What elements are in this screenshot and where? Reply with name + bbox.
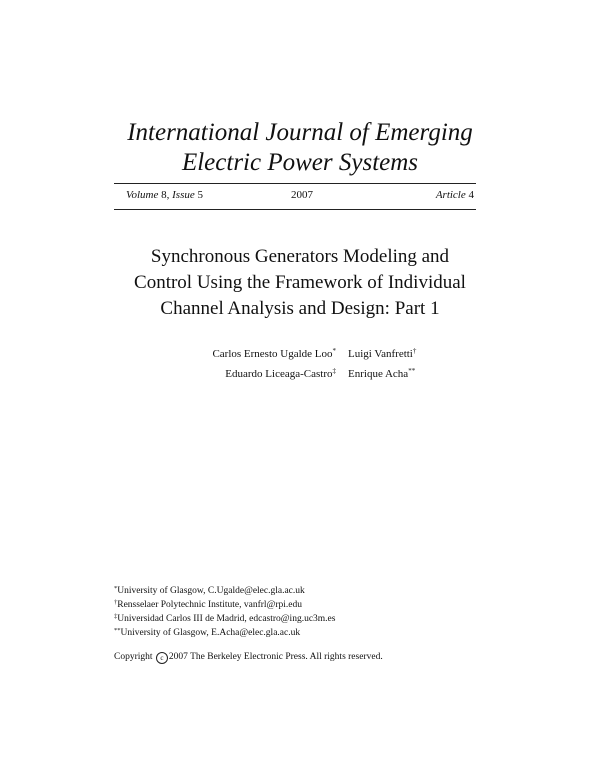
affiliation-text: Rensselaer Polytechnic Institute, vanfrl@rpi.edu xyxy=(117,600,302,610)
paper-title xyxy=(0,244,600,322)
author xyxy=(348,364,488,384)
issue-year: 2007 xyxy=(291,189,313,201)
volume-issue: Volume 8, Issue 5 xyxy=(126,189,203,201)
volume-label: Volume xyxy=(126,189,159,201)
author-mark: * xyxy=(332,347,336,355)
copyright-prefix: Copyright xyxy=(114,652,153,662)
authors-right-column xyxy=(348,344,488,384)
copyright-notice xyxy=(114,650,383,664)
author-name: Enrique Acha xyxy=(348,368,409,380)
affiliation-text: University of Glasgow, C.Ugalde@elec.gla.ac.uk xyxy=(117,586,305,596)
authors-left-column xyxy=(146,344,336,384)
journal-title xyxy=(0,118,600,178)
volume-number: 8 xyxy=(161,189,167,201)
copyright-symbol-icon: c xyxy=(156,652,168,664)
affiliation-item xyxy=(114,612,335,626)
author-name: Carlos Ernesto Ugalde Loo xyxy=(212,348,333,360)
affiliation-text: University of Glasgow, E.Acha@elec.gla.ac.uk xyxy=(120,628,301,638)
affiliation-item xyxy=(114,598,335,612)
affiliation-mark: ** xyxy=(114,627,121,634)
author-name: Eduardo Liceaga-Castro xyxy=(225,368,333,380)
affiliation-mark: * xyxy=(114,585,118,592)
author-mark: † xyxy=(412,347,417,355)
issue-label: Issue xyxy=(172,189,195,201)
affiliation-item xyxy=(114,626,335,640)
author xyxy=(146,344,336,364)
bottom-divider xyxy=(114,209,476,210)
affiliation-footnotes xyxy=(114,584,335,640)
paper-title-line-2: Control Using the Framework of Individual xyxy=(134,272,466,293)
paper-title-line-1: Synchronous Generators Modeling and xyxy=(150,246,450,267)
author xyxy=(348,344,488,364)
article-number-block xyxy=(436,187,474,203)
article-label: Article xyxy=(435,189,466,201)
affiliation-mark: † xyxy=(114,599,118,606)
paper-title-line-3: Channel Analysis and Design: Part 1 xyxy=(160,298,440,319)
affiliation-mark: ‡ xyxy=(114,613,118,620)
article-number: 4 xyxy=(468,189,474,201)
author-mark: ** xyxy=(408,367,416,375)
top-divider xyxy=(114,183,476,184)
author-mark: ‡ xyxy=(332,367,336,375)
issue-number: 5 xyxy=(197,189,203,201)
journal-title-line-1: International Journal of Emerging xyxy=(127,119,473,146)
affiliation-text: Universidad Carlos III de Madrid, edcastro@ing.uc3m.es xyxy=(117,614,336,624)
issue-info xyxy=(126,187,476,203)
affiliation-item xyxy=(114,584,335,598)
author-name: Luigi Vanfretti xyxy=(348,348,413,360)
author xyxy=(146,364,336,384)
journal-title-line-2: Electric Power Systems xyxy=(181,149,419,176)
copyright-text: 2007 The Berkeley Electronic Press. All rights reserved. xyxy=(168,652,383,662)
